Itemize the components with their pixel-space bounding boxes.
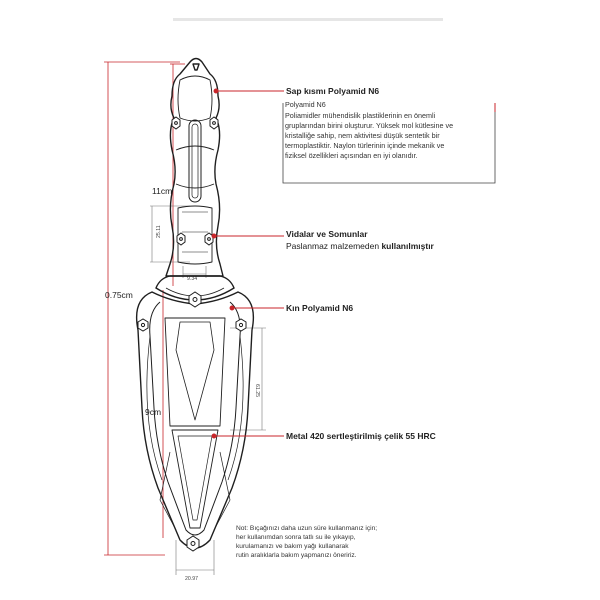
- callout-screws-title: Vidalar ve Somunlar: [286, 229, 368, 239]
- slot-height-label: 25.11: [156, 225, 162, 238]
- note-line: rutin aralıklarla bakım yapmanızı öneririz.: [236, 552, 357, 559]
- note-line: kurulamanızı ve bakım yağı kullanarak: [236, 543, 349, 550]
- tip-width-label: 20.97: [185, 576, 198, 582]
- overall-length-dimension: [104, 62, 180, 555]
- sheath-length-label: 9cm: [145, 407, 162, 417]
- slot-width-label: 9.34: [187, 276, 198, 282]
- callout-screws-sub-bold: kullanılmıştır: [381, 241, 434, 251]
- callout-sheath-material: Kın Polyamid N6: [286, 303, 354, 313]
- note-line: Not: Bıçağınızı daha uzun süre kullanmanız için;: [236, 525, 378, 532]
- sheath-screws: [138, 292, 246, 551]
- handle-length-label: 11cm: [152, 186, 173, 196]
- info-box-title: Polyamid N6: [285, 100, 326, 109]
- callout-screws-sub: [286, 241, 434, 251]
- info-box-line: fiziksel özellikleri açısından en iyi olanıdır.: [285, 151, 418, 160]
- info-box-line: kristalliğe sahip, nem aktivitesi düşük sentetik bir: [285, 131, 440, 140]
- callout-blade-material: Metal 420 sertleştirilmiş çelik 55 HRC: [286, 431, 436, 441]
- handle-screws: [172, 117, 218, 245]
- callout-lines: [212, 89, 284, 438]
- info-box-line: termoplastiktir. Naylon türlerinin içinde mekanik ve: [285, 141, 445, 150]
- callout-screws-sub-plain: Paslanmaz malzemeden: [286, 241, 382, 251]
- knife-sheath: [137, 292, 254, 548]
- callout-handle-material: Sap kısmı Polyamid N6: [286, 86, 380, 96]
- note-line: her kullanımdan sonra tatlı su ile yıkayıp,: [236, 534, 356, 541]
- overall-length-label: 0.75cm: [105, 290, 133, 300]
- maintenance-note: [236, 524, 406, 560]
- info-box-polyamid: [285, 100, 495, 182]
- info-box-line: Poliamidler mühendislik plastiklerinin en önemli: [285, 111, 436, 120]
- info-box-line: gruplarından birini oluşturur. Yüksek mol kütlesine ve: [285, 121, 454, 130]
- blade-window-label: 61.25: [254, 384, 260, 397]
